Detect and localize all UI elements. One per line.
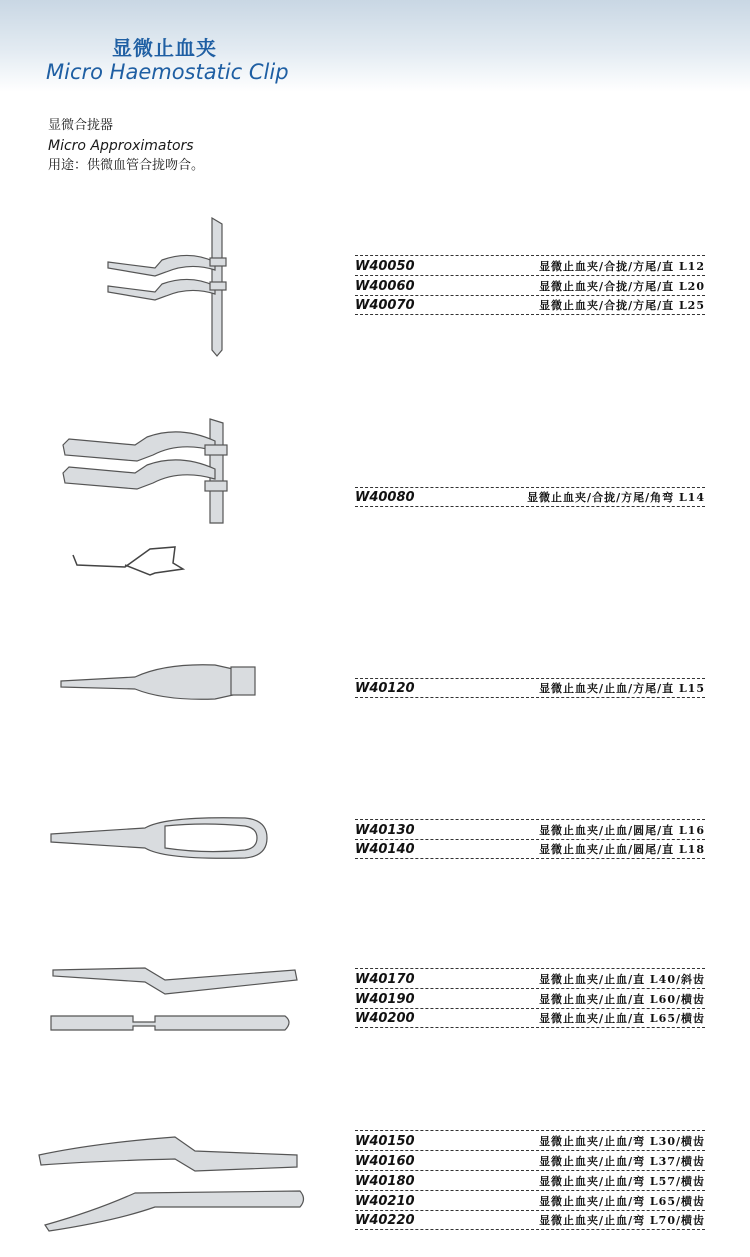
product-code: W40080 — [355, 490, 415, 505]
section-name-en: Micro Approximators — [48, 138, 194, 154]
product-description: 显微止血夹/止血/直 L65/横齿 — [539, 1012, 705, 1025]
section-usage: 用途：供微血管合拢吻合。 — [48, 158, 205, 173]
table-row — [355, 1210, 705, 1230]
curved-clamp-image — [35, 1125, 305, 1235]
product-description: 显微止血夹/止血/弯 L70/横齿 — [539, 1214, 705, 1227]
product-description: 显微止血夹/止血/直 L40/斜齿 — [539, 973, 705, 986]
product-description: 显微止血夹/合拢/方尾/角弯 L14 — [527, 491, 705, 504]
table-row — [355, 487, 705, 507]
product-description: 显微止血夹/止血/弯 L37/横齿 — [539, 1155, 705, 1168]
product-table — [355, 1130, 705, 1230]
square-tail-clip-image — [55, 655, 275, 715]
table-row — [355, 839, 705, 859]
product-description: 显微止血夹/止血/方尾/直 L15 — [539, 682, 705, 695]
product-code: W40120 — [355, 681, 415, 696]
product-code: W40130 — [355, 823, 415, 838]
product-description: 显微止血夹/止血/圆尾/直 L16 — [539, 824, 705, 837]
table-row — [355, 819, 705, 839]
straight-clamp-image — [45, 960, 305, 1040]
table-row — [355, 275, 705, 295]
product-description: 显微止血夹/止血/弯 L57/横齿 — [539, 1175, 705, 1188]
table-row — [355, 1008, 705, 1028]
product-description: 显微止血夹/止血/弯 L65/横齿 — [539, 1195, 705, 1208]
product-code: W40190 — [355, 992, 415, 1007]
approximator-clip-image — [100, 210, 250, 360]
table-row — [355, 1130, 705, 1150]
product-code: W40210 — [355, 1194, 415, 1209]
approximator-angled-image — [55, 415, 255, 585]
product-code: W40160 — [355, 1154, 415, 1169]
product-code: W40220 — [355, 1213, 415, 1228]
product-code: W40060 — [355, 279, 415, 294]
page-title-cn: 显微止血夹 — [112, 36, 217, 60]
product-code: W40050 — [355, 259, 415, 274]
table-row — [355, 678, 705, 698]
product-description: 显微止血夹/止血/直 L60/横齿 — [539, 993, 705, 1006]
product-code: W40070 — [355, 298, 415, 313]
table-row — [355, 968, 705, 988]
product-description: 显微止血夹/合拢/方尾/直 L12 — [539, 260, 705, 273]
product-code: W40140 — [355, 842, 415, 857]
table-row — [355, 1150, 705, 1170]
table-row — [355, 988, 705, 1008]
product-description: 显微止血夹/止血/圆尾/直 L18 — [539, 843, 705, 856]
product-code: W40150 — [355, 1134, 415, 1149]
table-row — [355, 255, 705, 275]
table-row — [355, 295, 705, 315]
product-code: W40180 — [355, 1174, 415, 1189]
product-description: 显微止血夹/合拢/方尾/直 L25 — [539, 299, 705, 312]
product-table — [355, 255, 705, 315]
product-description: 显微止血夹/止血/弯 L30/横齿 — [539, 1135, 705, 1148]
section-intro — [48, 116, 204, 176]
page-title-en: Micro Haemostatic Clip — [46, 60, 289, 84]
round-tail-clip-image — [45, 810, 275, 870]
table-row — [355, 1170, 705, 1190]
product-table — [355, 678, 705, 698]
product-table — [355, 819, 705, 859]
product-table — [355, 968, 705, 1028]
product-description: 显微止血夹/合拢/方尾/直 L20 — [539, 280, 705, 293]
table-row — [355, 1190, 705, 1210]
section-name-cn: 显微合拢器 — [48, 118, 114, 133]
product-code: W40200 — [355, 1011, 415, 1026]
product-table — [355, 487, 705, 507]
product-code: W40170 — [355, 972, 415, 987]
